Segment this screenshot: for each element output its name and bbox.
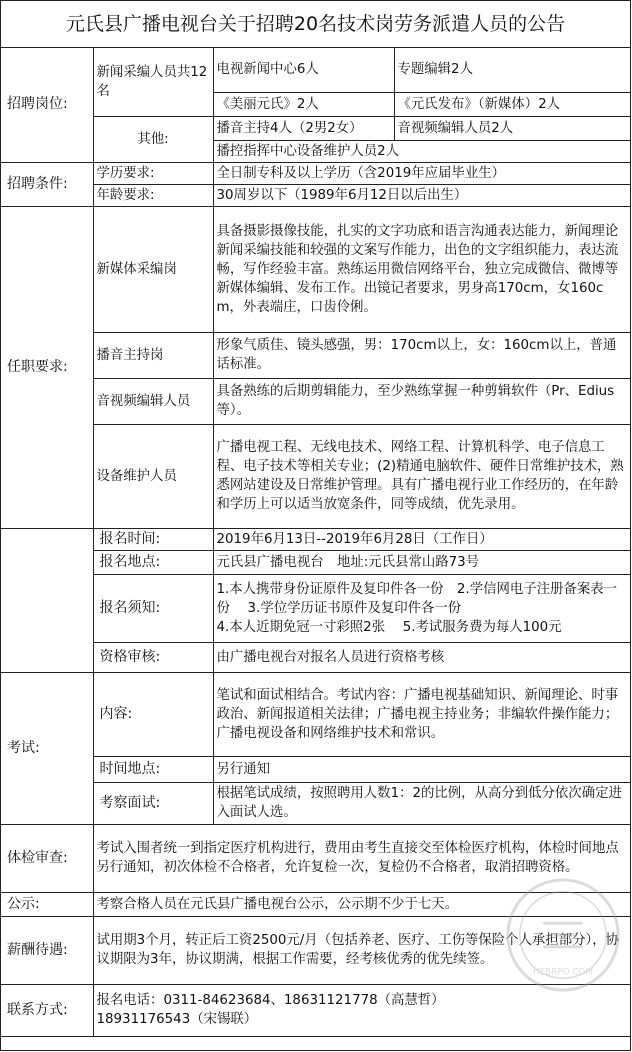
exam-content-label: 内容: (93, 672, 213, 756)
registration-notes-line-1: 1.本人携带身份证原件及复印件各一份 2.学信网电子注册备案表一份 3.学位学历证书原件及复印件各一份 (216, 581, 617, 616)
exam-time-value: 另行通知 (213, 756, 631, 782)
notice-table (1, 48, 631, 1037)
anchor-position-cell: 播音主持4人（2男2女） (213, 116, 394, 140)
maintenance-duty-label: 设备维护人员 (93, 424, 213, 528)
contact-label: 联系方式: (1, 984, 93, 1036)
registration-blank-cell (1, 528, 93, 672)
registration-time-label: 报名时间: (93, 528, 213, 550)
medical-value: 考试入围者统一到指定医疗机构进行，费用由考生直接交至体检医疗机构，体检时间地点另行通知，初次体检不合格者，允许复检一次，复检仍不合格者，取消招聘资格。 (93, 824, 631, 892)
exam-label: 考试: (1, 672, 93, 824)
registration-place-label: 报名地点: (93, 550, 213, 574)
contact-line-1: 报名电话：0311-84623684、18631121778（高慧哲） (96, 993, 445, 1008)
medical-label: 体检审查: (1, 824, 93, 892)
control-center-cell: 播控指挥中心设备维护人员2人 (213, 140, 631, 162)
interview-label: 考察面试: (93, 782, 213, 824)
newmedia-value: 具备摄影摄像技能，扎实的文字功底和语言沟通表达能力，新闻理论新闻采编技能和较强的文案写作能力，出色的文字组织能力，表达流畅，写作经验丰富。熟练运用微信网络平台，独立完成微信、微博等新媒体编辑、发布工作。出镜记者要求，男身高170cm，女160cm，外表端庄，口齿伶俐。 (213, 206, 631, 332)
conditions-label: 招聘条件: (1, 162, 93, 206)
contact-value (93, 984, 631, 1036)
education-label: 学历要求: (93, 162, 213, 184)
anchor-duty-value: 形象气质佳、镜头感强，男：170cm以上，女：160cm以上，普通话标准。 (213, 332, 631, 378)
exam-time-label: 时间地点: (93, 756, 213, 782)
salary-label: 薪酬待遇: (1, 916, 93, 984)
anchor-duty-label: 播音主持岗 (93, 332, 213, 378)
tv-news-cell: 电视新闻中心6人 (213, 48, 394, 92)
age-label: 年龄要求: (93, 184, 213, 206)
age-value: 30周岁以下（1989年6月12日以后出生） (213, 184, 631, 206)
beautiful-yuanshi-cell: 《美丽元氏》2人 (213, 92, 394, 116)
news-group-cell: 新闻采编人员共12名 (93, 48, 213, 116)
av-editor-position-cell: 音视频编辑人员2人 (394, 116, 631, 140)
qualification-review-value: 由广播电视台对报名人员进行资格考核 (213, 642, 631, 672)
newmedia-label: 新媒体采编岗 (93, 206, 213, 332)
interview-value: 根据笔试成绩，按照聘用人数1：2的比例，从高分到低分依次确定进入面试人选。 (213, 782, 631, 824)
publicity-label: 公示: (1, 892, 93, 916)
av-duty-value: 具备熟练的后期剪辑能力，至少熟练掌握一种剪辑软件（Pr、Edius等）。 (213, 378, 631, 424)
page-title: 元氏县广播电视台关于招聘20名技术岗劳务派遣人员的公告 (1, 1, 630, 48)
registration-notes-value (213, 574, 631, 642)
contact-line-2: 18931176543（宋锡联） (96, 1012, 258, 1027)
registration-place-value: 元氏县广播电视台 地址:元氏县常山路73号 (213, 550, 631, 574)
duties-label: 任职要求: (1, 206, 93, 528)
registration-notes-line-2: 4.本人近期免冠一寸彩照2张 5.考试服务费为每人100元 (216, 619, 562, 635)
publicity-value: 考察合格人员在元氏县广播电视台公示，公示期不少于七天。 (93, 892, 631, 916)
registration-time-value: 2019年6月13日--2019年6月28日（工作日） (213, 528, 631, 550)
registration-notes-label: 报名须知: (93, 574, 213, 642)
watermark-text: HEBRPO.COM (533, 967, 593, 978)
education-value: 全日制专科及以上学历（含2019年应届毕业生） (213, 162, 631, 184)
exam-content-value: 笔试和面试相结合。考试内容：广播电视基础知识、新闻理论、时事政治、新闻报道相关法律；广播电视主持业务；非编软件操作能力；广播电视设备和网络维护技术和常识。 (213, 672, 631, 756)
yuanshi-release-cell: 《元氏发布》（新媒体）2人 (394, 92, 631, 116)
maintenance-duty-value: 广播电视工程、无线电技术、网络工程、计算机科学、电子信息工程、电子技术等相关专业；(2)精通电脑软件、硬件日常维护技术，熟悉网站建设及日常维护管理。具有广播电视行业工作经历的，在年龄和学历上可以适当放宽条件，同等成绩，优先录用。 (213, 424, 631, 528)
qualification-review-label: 资格审核: (93, 642, 213, 672)
special-editor-cell: 专题编辑2人 (394, 48, 631, 92)
other-positions-label: 其他: (93, 116, 213, 162)
av-duty-label: 音视频编辑人员 (93, 378, 213, 424)
salary-value: 试用期3个月，转正后工资2500元/月（包括养老、医疗、工伤等保险个人承担部分），协议期限为3年，协议期满，根据工作需要，经考核优秀的优先续签。 (93, 916, 631, 984)
positions-label: 招聘岗位: (1, 48, 93, 162)
